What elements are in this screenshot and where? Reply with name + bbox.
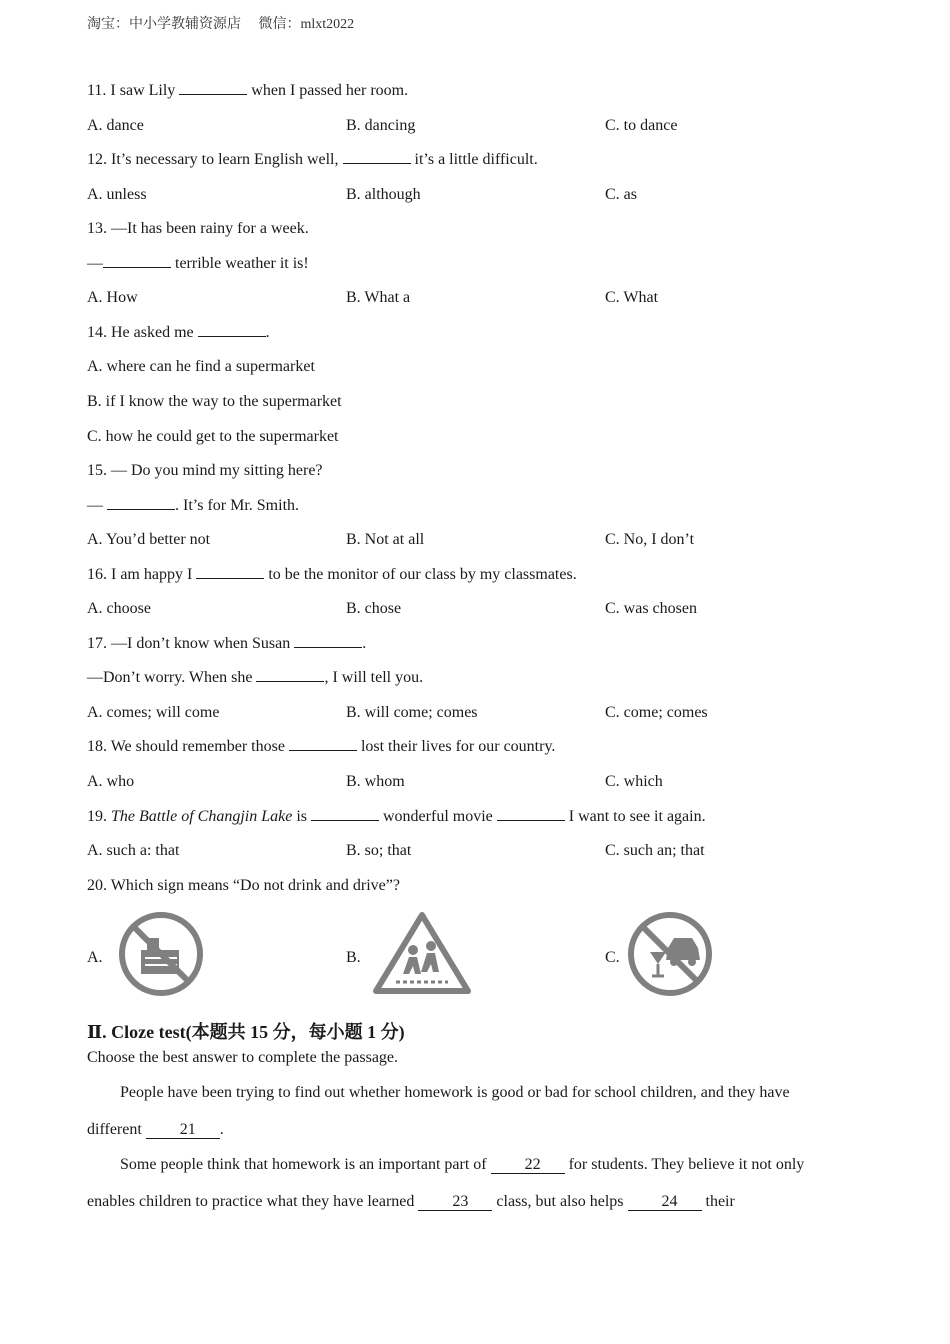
- answer-blank: [198, 324, 266, 337]
- question-15: 15. — Do you mind my sitting here?: [87, 462, 323, 479]
- q18-option-c: C. which: [605, 773, 663, 790]
- answer-blank: [294, 635, 362, 648]
- no-littering-sign-icon: [117, 910, 205, 998]
- q19-option-a: A. such a: that: [87, 842, 180, 859]
- question-19: 19. The Battle of Changjin Lake is wonderful movie I want to see it again.: [87, 808, 706, 825]
- passage-line-1: People have been trying to find out whether homework is good or bad for school children, and they have: [120, 1084, 790, 1101]
- q12-option-a: A. unless: [87, 186, 147, 203]
- section-instruction: Choose the best answer to complete the passage.: [87, 1049, 399, 1066]
- question-13: 13. —It has been rainy for a week.: [87, 220, 309, 237]
- q20-option-c: C.: [605, 949, 620, 966]
- page-header: [87, 13, 368, 33]
- q13-option-c: C. What: [605, 289, 659, 306]
- q11-option-a: A. dance: [87, 117, 144, 134]
- cloze-blank-21: 21: [146, 1122, 220, 1139]
- q20-option-a: A.: [87, 949, 103, 966]
- passage-line-3: Some people think that homework is an important part of 22 for students. They believe it not only: [120, 1156, 805, 1173]
- answer-blank: [343, 151, 411, 164]
- cloze-blank-24: 24: [628, 1194, 702, 1211]
- section-title: Ⅱ. Cloze test(本题共 15 分，每小题 1 分): [87, 1022, 405, 1042]
- q18-option-a: A. who: [87, 773, 135, 790]
- question-17: 17. —I don’t know when Susan .: [87, 635, 367, 652]
- answer-blank: [256, 669, 324, 682]
- passage-line-2: different 21 .: [87, 1121, 224, 1138]
- q12-option-b: B. although: [346, 186, 421, 203]
- question-17-reply: —Don’t worry. When she , I will tell you.: [87, 669, 424, 686]
- cloze-blank-23: 23: [418, 1194, 492, 1211]
- q15-option-a: A. You’d better not: [87, 531, 211, 548]
- q13-option-a: A. How: [87, 289, 138, 306]
- q18-option-b: B. whom: [346, 773, 405, 790]
- answer-blank: [289, 738, 357, 751]
- q15-option-c: C. No, I don’t: [605, 531, 695, 548]
- answer-blank: [311, 808, 379, 821]
- q14-option-a: A. where can he find a supermarket: [87, 358, 315, 375]
- question-11: 11. I saw Lily when I passed her room.: [87, 82, 409, 99]
- question-18: 18. We should remember those lost their lives for our country.: [87, 738, 556, 755]
- shop-label: 淘宝：中小学教辅资源店: [87, 17, 241, 32]
- q16-option-a: A. choose: [87, 600, 151, 617]
- q11-option-b: B. dancing: [346, 117, 416, 134]
- q11-option-c: C. to dance: [605, 117, 678, 134]
- q17-option-a: A. comes; will come: [87, 704, 220, 721]
- answer-blank: [103, 255, 171, 268]
- q17-option-b: B. will come; comes: [346, 704, 478, 721]
- q14-option-b: B. if I know the way to the supermarket: [87, 393, 342, 410]
- question-14: 14. He asked me .: [87, 324, 270, 341]
- q14-option-c: C. how he could get to the supermarket: [87, 428, 339, 445]
- q15-option-b: B. Not at all: [346, 531, 425, 548]
- answer-blank: [179, 82, 247, 95]
- answer-blank: [196, 566, 264, 579]
- q12-option-c: C. as: [605, 186, 637, 203]
- wechat-label: 微信：mlxt2022: [258, 17, 355, 32]
- q16-option-b: B. chose: [346, 600, 402, 617]
- no-drink-driving-sign-icon: [626, 910, 714, 998]
- movie-title: The Battle of Changjin Lake: [111, 808, 293, 825]
- answer-blank: [497, 808, 565, 821]
- question-13-reply: — terrible weather it is!: [87, 255, 309, 272]
- question-20: 20. Which sign means “Do not drink and drive”?: [87, 877, 400, 894]
- passage-line-4: enables children to practice what they have learned 23 class, but also helps 24 their: [87, 1193, 735, 1210]
- children-crossing-sign-icon: [371, 910, 473, 996]
- q17-option-c: C. come; comes: [605, 704, 708, 721]
- answer-blank: [107, 497, 175, 510]
- cloze-blank-22: 22: [491, 1157, 565, 1174]
- q16-option-c: C. was chosen: [605, 600, 697, 617]
- q19-option-c: C. such an; that: [605, 842, 705, 859]
- question-16: 16. I am happy I to be the monitor of our class by my classmates.: [87, 566, 577, 583]
- q13-option-b: B. What a: [346, 289, 411, 306]
- q19-option-b: B. so; that: [346, 842, 412, 859]
- question-12: 12. It’s necessary to learn English well, it’s a little difficult.: [87, 151, 538, 168]
- q20-option-b: B.: [346, 949, 361, 966]
- question-15-reply: — . It’s for Mr. Smith.: [87, 497, 300, 514]
